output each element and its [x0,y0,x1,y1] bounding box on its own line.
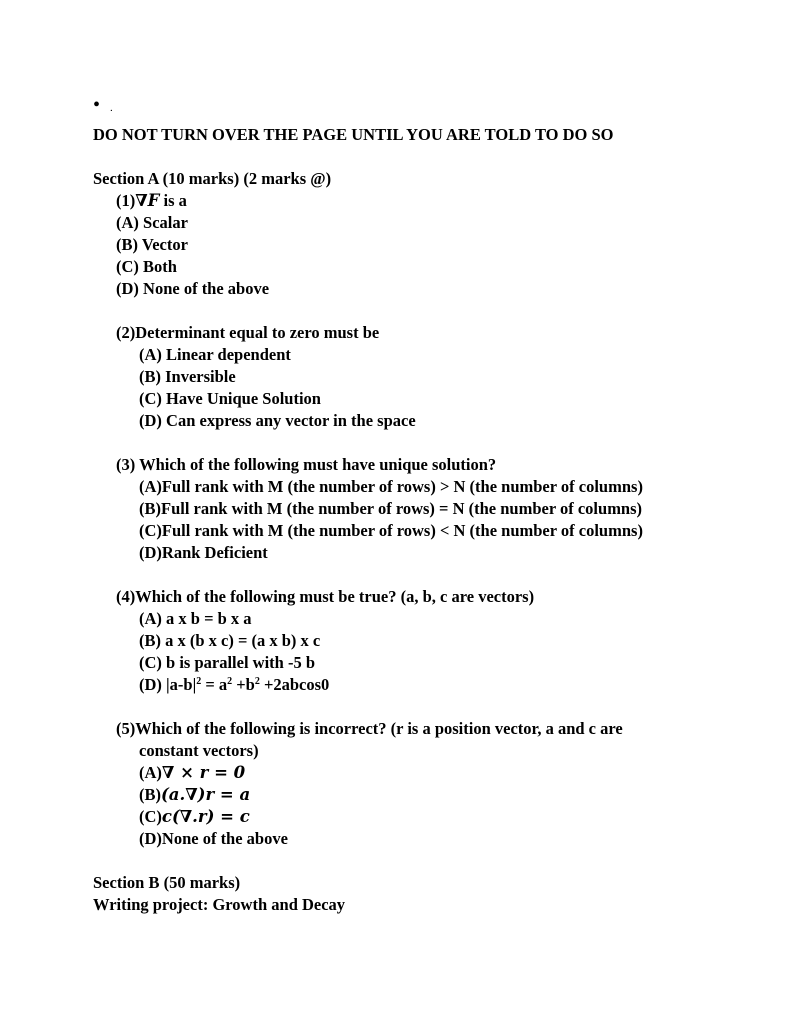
question-5-option-c [139,806,250,828]
option-expression: ∇ × r = 0 [161,763,246,782]
question-3-option-c: (C)Full rank with M (the number of rows) < N (the number of columns) [139,521,643,540]
question-1-stem [116,190,187,212]
question-3-text: Which of the following must have unique solution? [139,455,497,474]
question-1-option-d: (D) None of the above [116,279,270,298]
option-expression: (a.∇)r = a [161,785,251,804]
bullet-text: . [110,102,113,114]
question-number: (5) [116,719,136,738]
question-3-option-d: (D)Rank Deficient [139,543,268,562]
option-label: (C) [139,807,162,826]
option-d-part: +2abcos0 [259,675,330,694]
section-b-heading: Section B (50 marks) [93,873,241,892]
question-4-option-d [139,674,329,696]
question-4-option-c: (C) b is parallel with -5 b [139,653,316,672]
option-d-part: = a [201,675,228,694]
question-2-option-c: (C) Have Unique Solution [139,389,321,408]
section-a-heading: Section A (10 marks) (2 marks @) [93,169,332,188]
question-1-symbol: ∇F [135,191,160,210]
option-label: (A) [139,763,162,782]
question-number: (1) [116,191,136,210]
option-expression: c(∇.r) = c [161,807,250,826]
question-number: (2) [116,323,136,342]
question-1-option-c: (C) Both [116,257,177,276]
exponent: 2 [196,676,202,687]
question-number: (3) [116,455,136,474]
question-2-option-d: (D) Can express any vector in the space [139,411,416,430]
exam-notice: DO NOT TURN OVER THE PAGE UNTIL YOU ARE TOLD TO DO SO [93,125,614,144]
option-label: (B) [139,785,161,804]
bullet-item [93,94,113,116]
section-b-subheading: Writing project: Growth and Decay [93,895,346,914]
question-3-stem [116,454,496,476]
question-number: (4) [116,587,136,606]
question-5-stem [116,718,623,740]
question-5-option-b [139,784,250,806]
option-d-part: +b [232,675,255,694]
question-2-option-a: (A) Linear dependent [139,345,291,364]
option-expression: None of the above [161,829,288,848]
question-3-option-b: (B)Full rank with M (the number of rows) = N (the number of columns) [139,499,643,518]
question-5-stem-continued: constant vectors) [139,741,259,760]
question-2-option-b: (B) Inversible [139,367,236,386]
question-4-option-a: (A) a x b = b x a [139,609,252,628]
question-1-option-b: (B) Vector [116,235,188,254]
question-4-stem [116,586,534,608]
question-2-text: Determinant equal to zero must be [135,323,380,342]
exponent: 2 [254,676,260,687]
question-2-stem [116,322,379,344]
question-5-text: Which of the following is incorrect? (r is a position vector, a and c are [135,719,623,738]
question-1-option-a: (A) Scalar [116,213,188,232]
question-5-option-d [139,828,288,850]
question-4-option-b: (B) a x (b x c) = (a x b) x c [139,631,321,650]
question-5-option-a [139,762,245,784]
option-label: (D) [139,829,162,848]
question-1-text: is a [159,191,187,210]
exponent: 2 [227,676,233,687]
question-4-text: Which of the following must be true? (a, b, c are vectors) [135,587,535,606]
bullet-icon: • [93,94,101,116]
question-3-option-a: (A)Full rank with M (the number of rows) > N (the number of columns) [139,477,643,496]
option-d-label: (D) |a-b| [139,675,197,694]
